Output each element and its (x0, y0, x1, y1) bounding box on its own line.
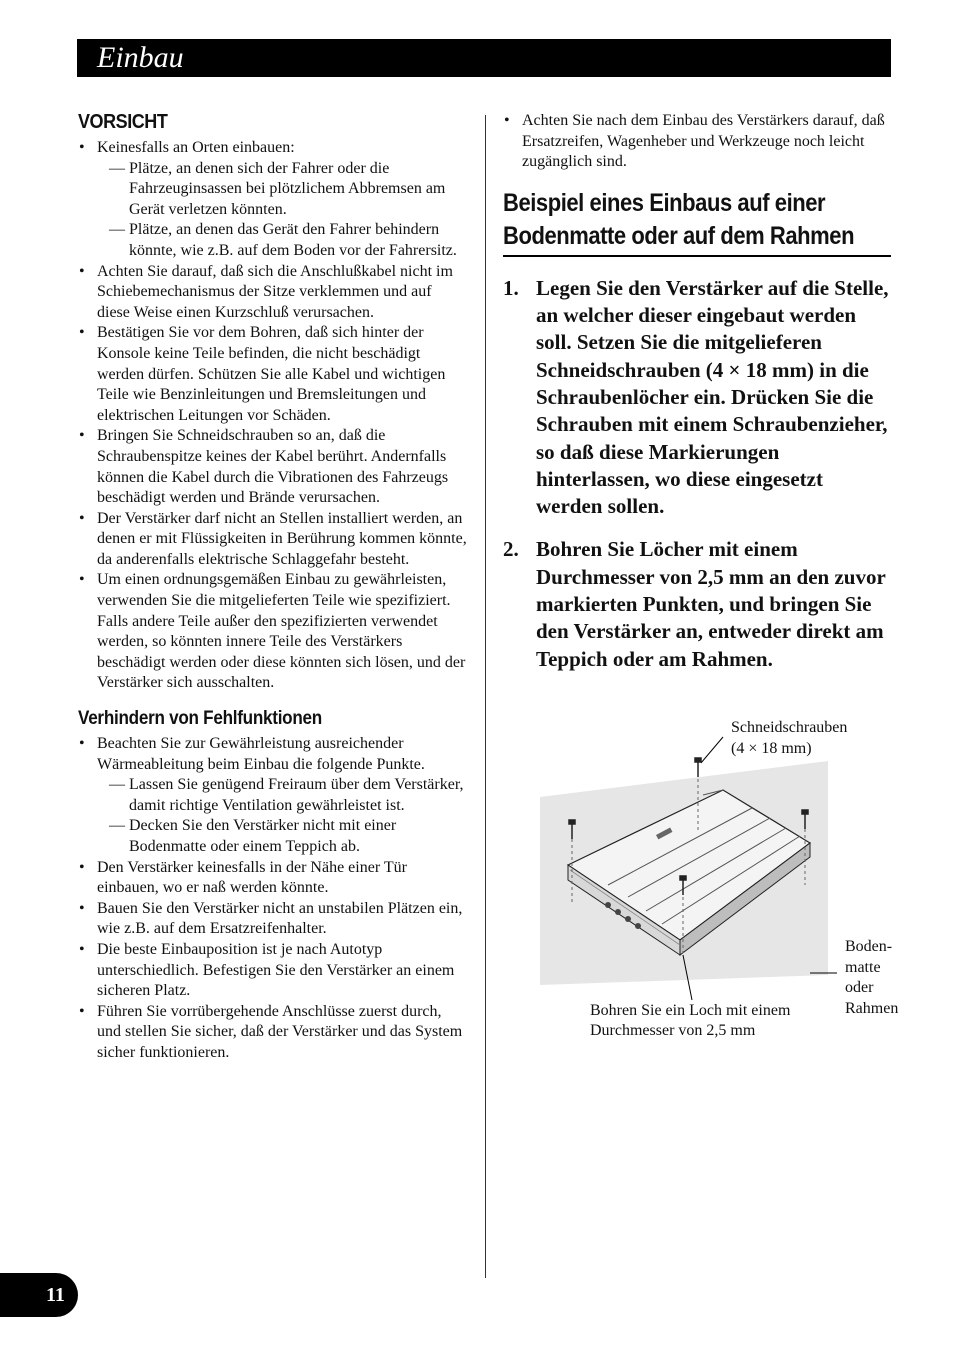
sub-list (97, 159, 468, 262)
list-item: • Bauen Sie den Verstärker nicht an unstabilen Plätzen ein, wie z.B. auf dem Ersatzreifenhalter. (78, 899, 468, 940)
steps-list (503, 275, 891, 673)
sub-item-text: Lassen Sie genügend Freiraum über dem Verstärker, damit richtige Ventilation gewährleistet ist. (129, 776, 464, 814)
step-item (503, 536, 891, 672)
mat-label-line4: Rahmen (845, 1000, 899, 1017)
right-column (503, 111, 891, 689)
malfunction-heading: Verhindern von Fehlfunktionen (78, 708, 322, 730)
step-item (503, 275, 891, 521)
drill-label-line2: Durchmesser von 2,5 mm (590, 1022, 756, 1039)
screws-label-line2: (4 × 18 mm) (731, 740, 812, 757)
amplifier-illustration (538, 715, 848, 1005)
list-item: • Bestätigen Sie vor dem Bohren, daß sich hinter der Konsole keine Teile befinden, die nicht beschädigt werden dürfen. Schützen Sie alle Kabel und wichtigen Teile wie Benzinleitungen und Bremsleitungen und elektrischen Leitungen vor Schäden. (78, 323, 468, 426)
sub-list-item: — Plätze, an denen das Gerät den Fahrer behindern könnte, wie z.B. auf dem Boden vor der Fahrersitz. (109, 221, 457, 259)
installation-figure (538, 715, 918, 1055)
mat-label-line1: Boden- (845, 938, 893, 955)
column-divider (485, 115, 486, 1278)
list-item-text: Beachten Sie zur Gewährleistung ausreichender Wärmeableitung beim Einbau die folgende Punkte. (97, 735, 425, 773)
header-bar (77, 39, 891, 77)
mat-label-line2: matte (845, 959, 881, 976)
sub-item-text: Plätze, an denen sich der Fahrer oder die Fahrzeuginsassen bei plötzlichem Abbremsen am Gerät verletzen könnten. (129, 159, 446, 218)
sub-list-item: — Decken Sie den Verstärker nicht mit einer Bodenmatte oder einem Teppich ab. (109, 817, 397, 855)
page-number: 11 (46, 1284, 65, 1306)
step-number: 2. (503, 537, 519, 562)
list-item-text: Keinesfalls an Orten einbauen: (97, 139, 295, 156)
list-item: • Achten Sie darauf, daß sich die Anschlußkabel nicht im Schiebemechanismus der Sitze verklemmen und auf diese Weise einen Kurzschluß verursachen. (78, 262, 468, 324)
caution-list (78, 138, 468, 694)
left-column (78, 111, 468, 1064)
malfunction-list (78, 734, 468, 1064)
drill-label-line1: Bohren Sie ein Loch mit einem (590, 1002, 791, 1019)
list-item: • Führen Sie vorrübergehende Anschlüsse zuerst durch, und stellen Sie sicher, daß der Verstärker und das System sicher funktionieren. (78, 1002, 468, 1064)
sub-list-item: — Lassen Sie genügend Freiraum über dem Verstärker, damit richtige Ventilation gewährleistet ist. (109, 776, 464, 814)
sub-item-text: Decken Sie den Verstärker nicht mit einer Bodenmatte oder einem Teppich ab. (129, 817, 397, 855)
list-item: • Die beste Einbauposition ist je nach Autotyp unterschiedlich. Befestigen Sie den Verstärker an einem sicheren Platz. (78, 940, 468, 1002)
list-item: • Achten Sie nach dem Einbau des Verstärkers darauf, daß Ersatzreifen, Wagenheber und Werkzeuge noch leicht zugänglich sind. (503, 111, 891, 173)
page-number-tab (0, 1273, 78, 1317)
page-title: Einbau (97, 41, 184, 74)
list-item (78, 734, 468, 858)
section-heading: Beispiel eines Einbaus auf einer Bodenmatte oder auf dem Rahmen (503, 187, 891, 257)
list-item: • Der Verstärker darf nicht an Stellen installiert werden, an denen er mit Flüssigkeiten in Berührung kommen könnte, da anderenfalls elektrische Schlaggefahr besteht. (78, 509, 468, 571)
screw-top (695, 758, 701, 777)
caution-heading: VORSICHT (78, 111, 168, 133)
list-item: • Den Verstärker keinesfalls in der Nähe einer Tür einbauen, wo er naß werden könnte. (78, 858, 468, 899)
step-number: 1. (503, 275, 519, 300)
list-item (78, 138, 468, 262)
step-text: Bohren Sie Löcher mit einem Durchmesser von 2,5 mm an den zuvor markierten Punkten, und bringen Sie den Verstärker an, entweder direkt am Teppich oder am Rahmen. (536, 537, 886, 671)
sub-item-text: Plätze, an denen das Gerät den Fahrer behindern könnte, wie z.B. auf dem Boden vor der Fahrersitz. (129, 221, 457, 259)
list-item: • Um einen ordnungsgemäßen Einbau zu gewährleisten, verwenden Sie die mitgelieferten Teile wie spezifiziert. Falls andere Teile außer den spezifizierten verwendet werden, so könnten innere Teile des Verstärkers beschädigt werden oder diese könnten sich lösen, und der Verstärker sich ausschalten. (78, 570, 468, 694)
top-bullet-list (503, 111, 891, 173)
mat-label-line3: oder (845, 979, 874, 996)
screws-label-line1: Schneidschrauben (731, 719, 848, 736)
list-item: • Bringen Sie Schneidschrauben so an, daß die Schraubenspitze keines der Kabel berührt. Andernfalls können die Kabel durch die Vibrationen des Fahrzeugs beschädigt werden und Brände verursachen. (78, 426, 468, 508)
screws-leader-line (701, 737, 723, 763)
sub-list-item: — Plätze, an denen sich der Fahrer oder die Fahrzeuginsassen bei plötzlichem Abbremsen am Gerät verletzen könnten. (109, 159, 446, 218)
step-text: Legen Sie den Verstärker auf die Stelle, an welcher dieser eingebaut werden soll. Setzen Sie die mitgelieferen Schneidschrauben (4 × 18 mm) in die Schraubenlöcher ein. Drücken Sie die Schrauben mit einem Schraubenzieher, so daß diese Markierungen hinterlassen, wo diese eingesetzt werden sollen. (536, 275, 889, 519)
sub-list (97, 775, 468, 857)
